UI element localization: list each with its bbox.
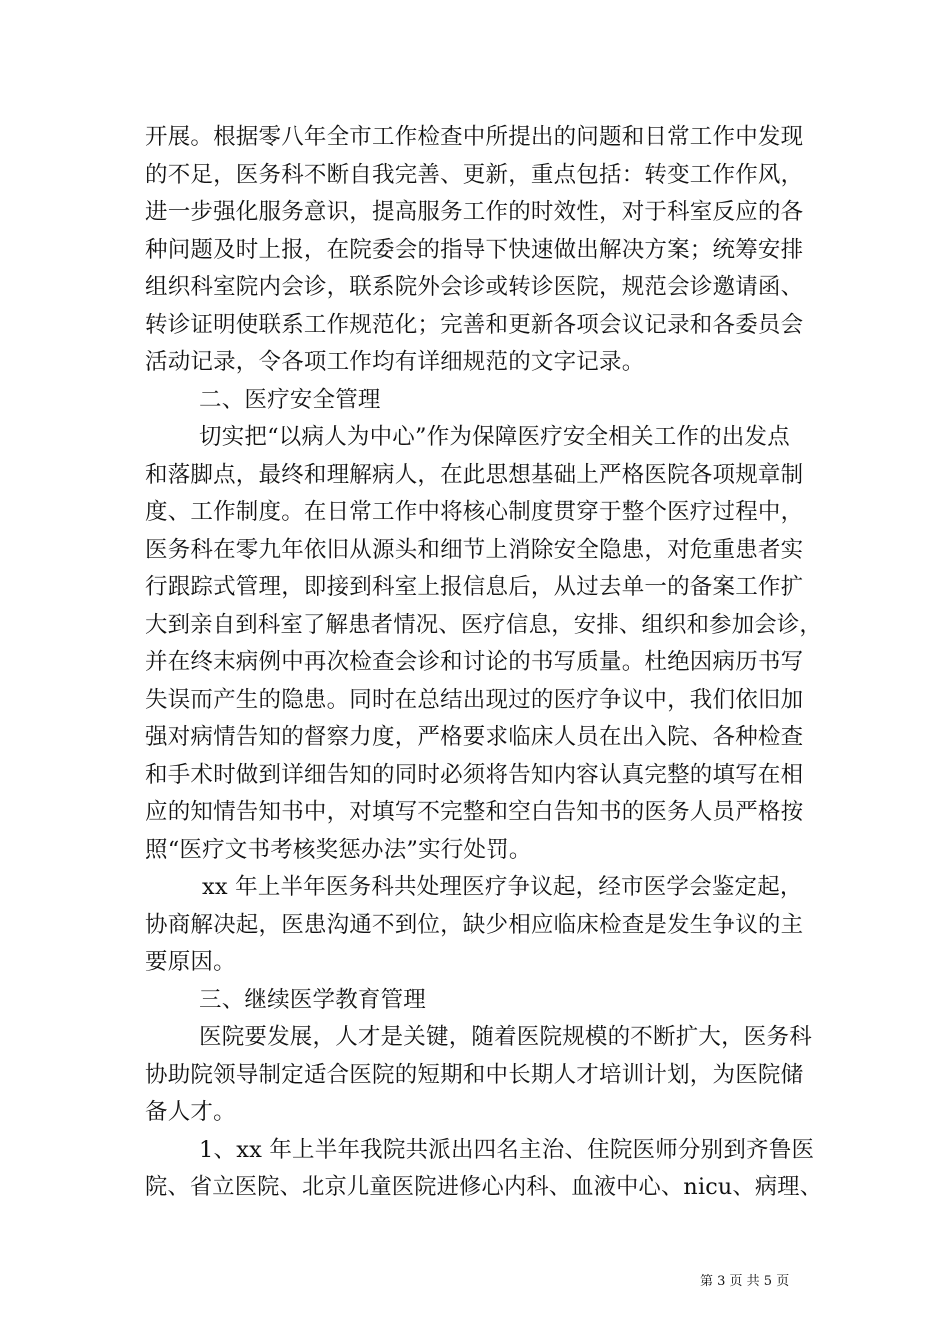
paragraph-line: 开展。根据零八年全市工作检查中所提出的问题和日常工作中发现 — [145, 124, 804, 150]
paragraph-first-line: xx 年上半年医务科共处理医疗争议起，经市医学会鉴定起， — [202, 874, 803, 900]
paragraph-line: 活动记录，令各项工作均有详细规范的文字记录。 — [145, 349, 645, 375]
paragraph-line: 失误而产生的隐患。同时在总结出现过的医疗争议中，我们依旧加 — [145, 687, 804, 713]
paragraph-line: 种问题及时上报，在院委会的指导下快速做出解决方案；统筹安排 — [145, 237, 804, 263]
paragraph-line: 的不足，医务科不断自我完善、更新，重点包括：转变工作作风， — [145, 162, 804, 188]
paragraph-line: 医务科在零九年依旧从源头和细节上消除安全隐患，对危重患者实 — [145, 537, 804, 563]
paragraph-line: 度、工作制度。在日常工作中将核心制度贯穿于整个医疗过程中， — [145, 499, 804, 525]
paragraph-line: 和落脚点，最终和理解病人，在此思想基础上严格医院各项规章制 — [145, 462, 804, 488]
section-heading: 三、继续医学教育管理 — [199, 987, 427, 1013]
page-number: 第 3 页 共 5 页 — [700, 1274, 790, 1289]
paragraph-line: 行跟踪式管理，即接到科室上报信息后，从过去单一的备案工作扩 — [145, 574, 804, 600]
paragraph-line: 协助院领导制定适合医院的短期和中长期人才培训计划，为医院储 — [145, 1062, 804, 1088]
paragraph-first-line: 医院要发展，人才是关键，随着医院规模的不断扩大，医务科 — [199, 1024, 812, 1050]
paragraph-line: 进一步强化服务意识，提高服务工作的时效性，对于科室反应的各 — [145, 199, 804, 225]
paragraph-line: 大到亲自到科室了解患者情况、医疗信息，安排、组织和参加会诊， — [145, 612, 822, 638]
paragraph-line: 组织科室院内会诊，联系院外会诊或转诊医院，规范会诊邀请函、 — [145, 274, 804, 300]
paragraph-line: 和手术时做到详细告知的同时必须将告知内容认真完整的填写在相 — [145, 762, 804, 788]
paragraph-line: 应的知情告知书中，对填写不完整和空白告知书的医务人员严格按 — [145, 799, 804, 825]
paragraph-first-line: 切实把“以病人为中心”作为保障医疗安全相关工作的出发点 — [199, 424, 790, 450]
paragraph-line: 并在终末病例中再次检查会诊和讨论的书写质量。杜绝因病历书写 — [145, 649, 804, 675]
paragraph-line: 转诊证明使联系工作规范化；完善和更新各项会议记录和各委员会 — [145, 312, 804, 338]
paragraph-line: 要原因。 — [145, 949, 236, 975]
paragraph-line: 照“医疗文书考核奖惩办法”实行处罚。 — [145, 837, 532, 863]
paragraph-line: 备人才。 — [145, 1099, 236, 1125]
section-heading: 二、医疗安全管理 — [199, 387, 381, 413]
paragraph-line: 院、省立医院、北京儿童医院进修心内科、血液中心、nicu、病理、 — [145, 1174, 823, 1200]
paragraph-first-line: 1、xx 年上半年我院共派出四名主治、住院医师分别到齐鲁医 — [199, 1137, 815, 1163]
paragraph-line: 协商解决起，医患沟通不到位，缺少相应临床检查是发生争议的主 — [145, 912, 804, 938]
paragraph-line: 强对病情告知的督察力度，严格要求临床人员在出入院、各种检查 — [145, 724, 804, 750]
